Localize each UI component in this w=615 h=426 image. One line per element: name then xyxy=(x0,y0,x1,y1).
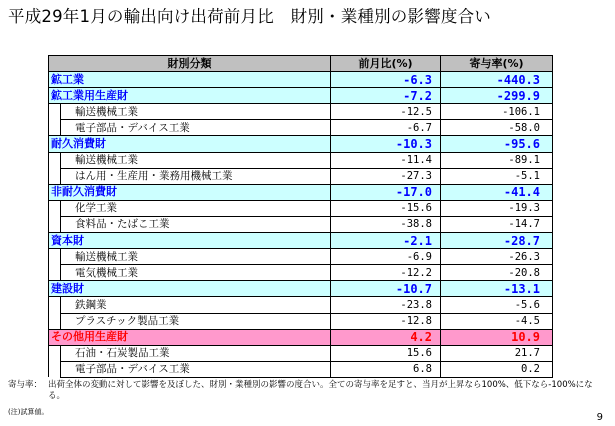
row-contribution-value: -440.3 xyxy=(441,72,553,88)
row-mom-value: -15.6 xyxy=(331,200,441,216)
row-indent xyxy=(49,249,61,265)
page-number: 9 xyxy=(596,412,603,423)
row-indent xyxy=(49,361,61,377)
row-contribution-value: -5.1 xyxy=(441,168,553,184)
row-indent xyxy=(49,216,61,232)
row-mom-value: -10.7 xyxy=(331,281,441,297)
row-mom-value: -6.3 xyxy=(331,72,441,88)
row-label: 建設財 xyxy=(49,281,331,297)
contribution-table xyxy=(48,55,553,378)
row-label: 石油・石炭製品工業 xyxy=(61,345,331,361)
row-mom-value: 6.8 xyxy=(331,361,441,377)
row-contribution-value: -20.8 xyxy=(441,265,553,281)
table-row xyxy=(49,184,553,200)
table-row xyxy=(49,297,553,313)
row-contribution-value: 10.9 xyxy=(441,329,553,345)
row-mom-value: -6.9 xyxy=(331,249,441,265)
table-row xyxy=(49,313,553,329)
row-mom-value: -23.8 xyxy=(331,297,441,313)
footnote-label: 寄与率： xyxy=(8,380,43,390)
row-indent xyxy=(49,265,61,281)
row-mom-value: -12.2 xyxy=(331,265,441,281)
row-contribution-value: 21.7 xyxy=(441,345,553,361)
header-category: 財別分類 xyxy=(49,56,331,72)
row-label: 耐久消費財 xyxy=(49,136,331,152)
page-title: 平成29年1月の輸出向け出荷前月比 財別・業種別の影響度合い xyxy=(8,7,491,26)
row-label: プラスチック製品工業 xyxy=(61,313,331,329)
table-body xyxy=(49,72,553,378)
row-contribution-value: -41.4 xyxy=(441,184,553,200)
table-row xyxy=(49,104,553,120)
row-mom-value: -11.4 xyxy=(331,152,441,168)
table-row xyxy=(49,361,553,377)
row-indent xyxy=(49,104,61,120)
table-row xyxy=(49,233,553,249)
table-row xyxy=(49,200,553,216)
row-indent xyxy=(49,152,61,168)
row-label: 輸送機械工業 xyxy=(61,152,331,168)
table-row xyxy=(49,329,553,345)
row-label: 輸送機械工業 xyxy=(61,104,331,120)
row-indent xyxy=(49,168,61,184)
row-mom-value: -10.3 xyxy=(331,136,441,152)
row-contribution-value: -106.1 xyxy=(441,104,553,120)
row-indent xyxy=(49,297,61,313)
row-mom-value: -2.1 xyxy=(331,233,441,249)
row-mom-value: -7.2 xyxy=(331,88,441,104)
table-row xyxy=(49,168,553,184)
row-contribution-value: -14.7 xyxy=(441,216,553,232)
row-contribution-value: -58.0 xyxy=(441,120,553,136)
row-mom-value: -6.7 xyxy=(331,120,441,136)
row-indent xyxy=(49,345,61,361)
row-label: 資本財 xyxy=(49,233,331,249)
row-label: 輸送機械工業 xyxy=(61,249,331,265)
table-row xyxy=(49,136,553,152)
table-header-row xyxy=(49,56,553,72)
row-contribution-value: -89.1 xyxy=(441,152,553,168)
row-mom-value: 15.6 xyxy=(331,345,441,361)
header-mom: 前月比(%) xyxy=(331,56,441,72)
table-row xyxy=(49,216,553,232)
table-row xyxy=(49,265,553,281)
note-estimate: (注)試算値。 xyxy=(8,408,49,416)
row-indent xyxy=(49,200,61,216)
row-label: その他用生産財 xyxy=(49,329,331,345)
row-label: 非耐久消費財 xyxy=(49,184,331,200)
row-contribution-value: -95.6 xyxy=(441,136,553,152)
footnote-text: 出荷全体の変動に対して影響を及ぼした、財別・業種別の影響の度合い。全ての寄与率を足すと、当月が上昇なら100%、低下なら-100%になる。 xyxy=(48,380,593,401)
row-label: 電子部品・デバイス工業 xyxy=(61,120,331,136)
row-contribution-value: -13.1 xyxy=(441,281,553,297)
row-label: 食料品・たばこ工業 xyxy=(61,216,331,232)
table-row xyxy=(49,72,553,88)
row-contribution-value: -299.9 xyxy=(441,88,553,104)
row-indent xyxy=(49,120,61,136)
row-contribution-value: -5.6 xyxy=(441,297,553,313)
row-contribution-value: 0.2 xyxy=(441,361,553,377)
table-row xyxy=(49,120,553,136)
row-mom-value: -38.8 xyxy=(331,216,441,232)
row-label: 電気機械工業 xyxy=(61,265,331,281)
row-label: はん用・生産用・業務用機械工業 xyxy=(61,168,331,184)
row-indent xyxy=(49,313,61,329)
row-label: 鉄鋼業 xyxy=(61,297,331,313)
row-contribution-value: -19.3 xyxy=(441,200,553,216)
row-mom-value: -12.5 xyxy=(331,104,441,120)
table-row xyxy=(49,88,553,104)
table-row xyxy=(49,152,553,168)
row-label: 化学工業 xyxy=(61,200,331,216)
row-contribution-value: -4.5 xyxy=(441,313,553,329)
row-contribution-value: -28.7 xyxy=(441,233,553,249)
row-mom-value: -12.8 xyxy=(331,313,441,329)
row-mom-value: -17.0 xyxy=(331,184,441,200)
row-mom-value: -27.3 xyxy=(331,168,441,184)
table-row xyxy=(49,249,553,265)
row-label: 電子部品・デバイス工業 xyxy=(61,361,331,377)
table-row xyxy=(49,345,553,361)
row-mom-value: 4.2 xyxy=(331,329,441,345)
table-row xyxy=(49,281,553,297)
row-contribution-value: -26.3 xyxy=(441,249,553,265)
row-label: 鉱工業 xyxy=(49,72,331,88)
header-contribution: 寄与率(%) xyxy=(441,56,553,72)
row-label: 鉱工業用生産財 xyxy=(49,88,331,104)
